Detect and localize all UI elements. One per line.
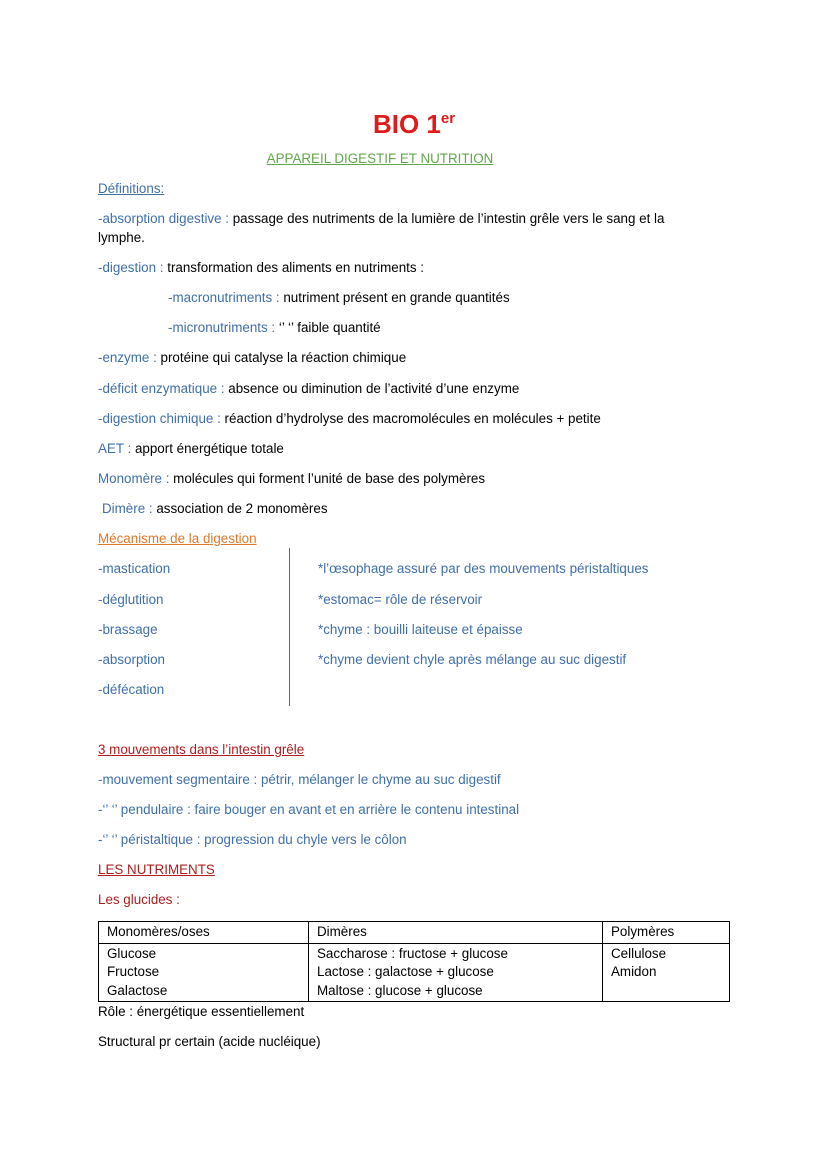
mecanisme-step: -absorption [98,652,165,667]
definitions-heading: Définitions: [98,181,165,196]
def-dimere [102,500,328,518]
cell-line: Lactose : galactose + glucose [317,964,494,979]
def-text: réaction d’hydrolyse des macromolécules en molécules + petite [224,411,601,426]
title-superscript: er [440,110,456,127]
mecanisme-note: *chyme : bouilli laiteuse et épaisse [318,622,523,637]
def-text: molécules qui forment l’unité de base des polymères [173,471,486,486]
def-term: -macronutriments : [168,290,284,305]
mecanisme-step: -brassage [98,622,158,637]
mecanisme-step: -mastication [98,561,171,576]
table-header-row [99,922,730,944]
def-absorption [98,210,664,228]
def-enzyme [98,349,406,367]
def-text: ‘’ ‘’ faible quantité [278,320,381,335]
def-text: nutriment présent en grande quantités [283,290,510,305]
table-cell-monomeres [99,943,309,1002]
def-digestion [98,259,424,277]
cell-line: Fructose [107,964,160,979]
page-subtitle: APPAREIL DIGESTIF ET NUTRITION [266,151,494,166]
mecanisme-note: *chyme devient chyle après mélange au suc digestif [318,652,627,667]
def-term: -absorption digestive : [98,211,233,226]
def-term: -digestion chimique : [98,411,225,426]
def-text: passage des nutriments de la lumière de l’intestin grêle vers le sang et la [232,211,665,226]
def-term: Dimère : [102,501,157,516]
cell-line: Saccharose : fructose + glucose [317,945,508,961]
def-text: association de 2 monomères [156,501,328,516]
mouvement-item: -‘’ ‘’ pendulaire : faire bouger en avant et en arrière le contenu intestinal [98,802,520,817]
cell-line: Amidon [611,964,657,979]
def-term: -digestion : [98,260,168,275]
page-title [0,103,828,140]
def-deficit-enzymatique [98,380,519,398]
def-term: -enzyme : [98,350,161,365]
table-header: Monomères/oses [99,922,309,944]
mecanisme-note: *l’œsophage assuré par des mouvements péristaltiques [318,561,649,576]
mouvement-item: -mouvement segmentaire : pétrir, mélanger le chyme au suc digestif [98,772,501,787]
glucides-table [98,921,730,1002]
def-macronutriments [168,289,510,307]
table-cell-polymeres [603,943,730,1002]
def-text: absence ou diminution de l’activité d’une enzyme [228,381,520,396]
def-micronutriments [168,319,381,337]
def-term: -déficit enzymatique : [98,381,229,396]
def-term: -micronutriments : [168,320,279,335]
def-digestion-chimique [98,410,601,428]
mouvement-item: -‘’ ‘’ péristaltique : progression du chyle vers le côlon [98,832,407,847]
mecanisme-note: *estomac= rôle de réservoir [318,592,483,607]
def-aet [98,440,284,458]
title-text: BIO 1 [372,109,441,139]
def-absorption-cont: lymphe. [98,230,145,245]
def-term: Monomère : [98,471,174,486]
def-term: AET : [98,441,135,456]
glucides-role: Rôle : énergétique essentiellement [98,1004,305,1019]
mecanisme-heading: Mécanisme de la digestion [98,531,257,546]
nutriments-heading: LES NUTRIMENTS [98,862,215,877]
column-divider [289,548,290,706]
table-row [99,943,730,1002]
table-header: Dimères [309,922,603,944]
def-text: apport énergétique totale [134,441,284,456]
glucides-heading: Les glucides : [98,892,180,907]
cell-line: Maltose : glucose + glucose [317,982,483,998]
cell-line: Glucose [107,945,157,961]
table-header: Polymères [603,922,730,944]
mouvements-heading: 3 mouvements dans l’intestin grêle [98,742,305,757]
def-text: protéine qui catalyse la réaction chimique [160,350,407,365]
def-monomere [98,470,485,488]
cell-line: Cellulose [611,945,667,961]
mecanisme-step: -défécation [98,682,165,697]
table-cell-dimeres [309,943,603,1002]
mecanisme-step: -déglutition [98,592,164,607]
def-text: transformation des aliments en nutriments : [167,260,425,275]
cell-line: Galactose [107,982,168,998]
glucides-structural: Structural pr certain (acide nucléique) [98,1034,321,1049]
